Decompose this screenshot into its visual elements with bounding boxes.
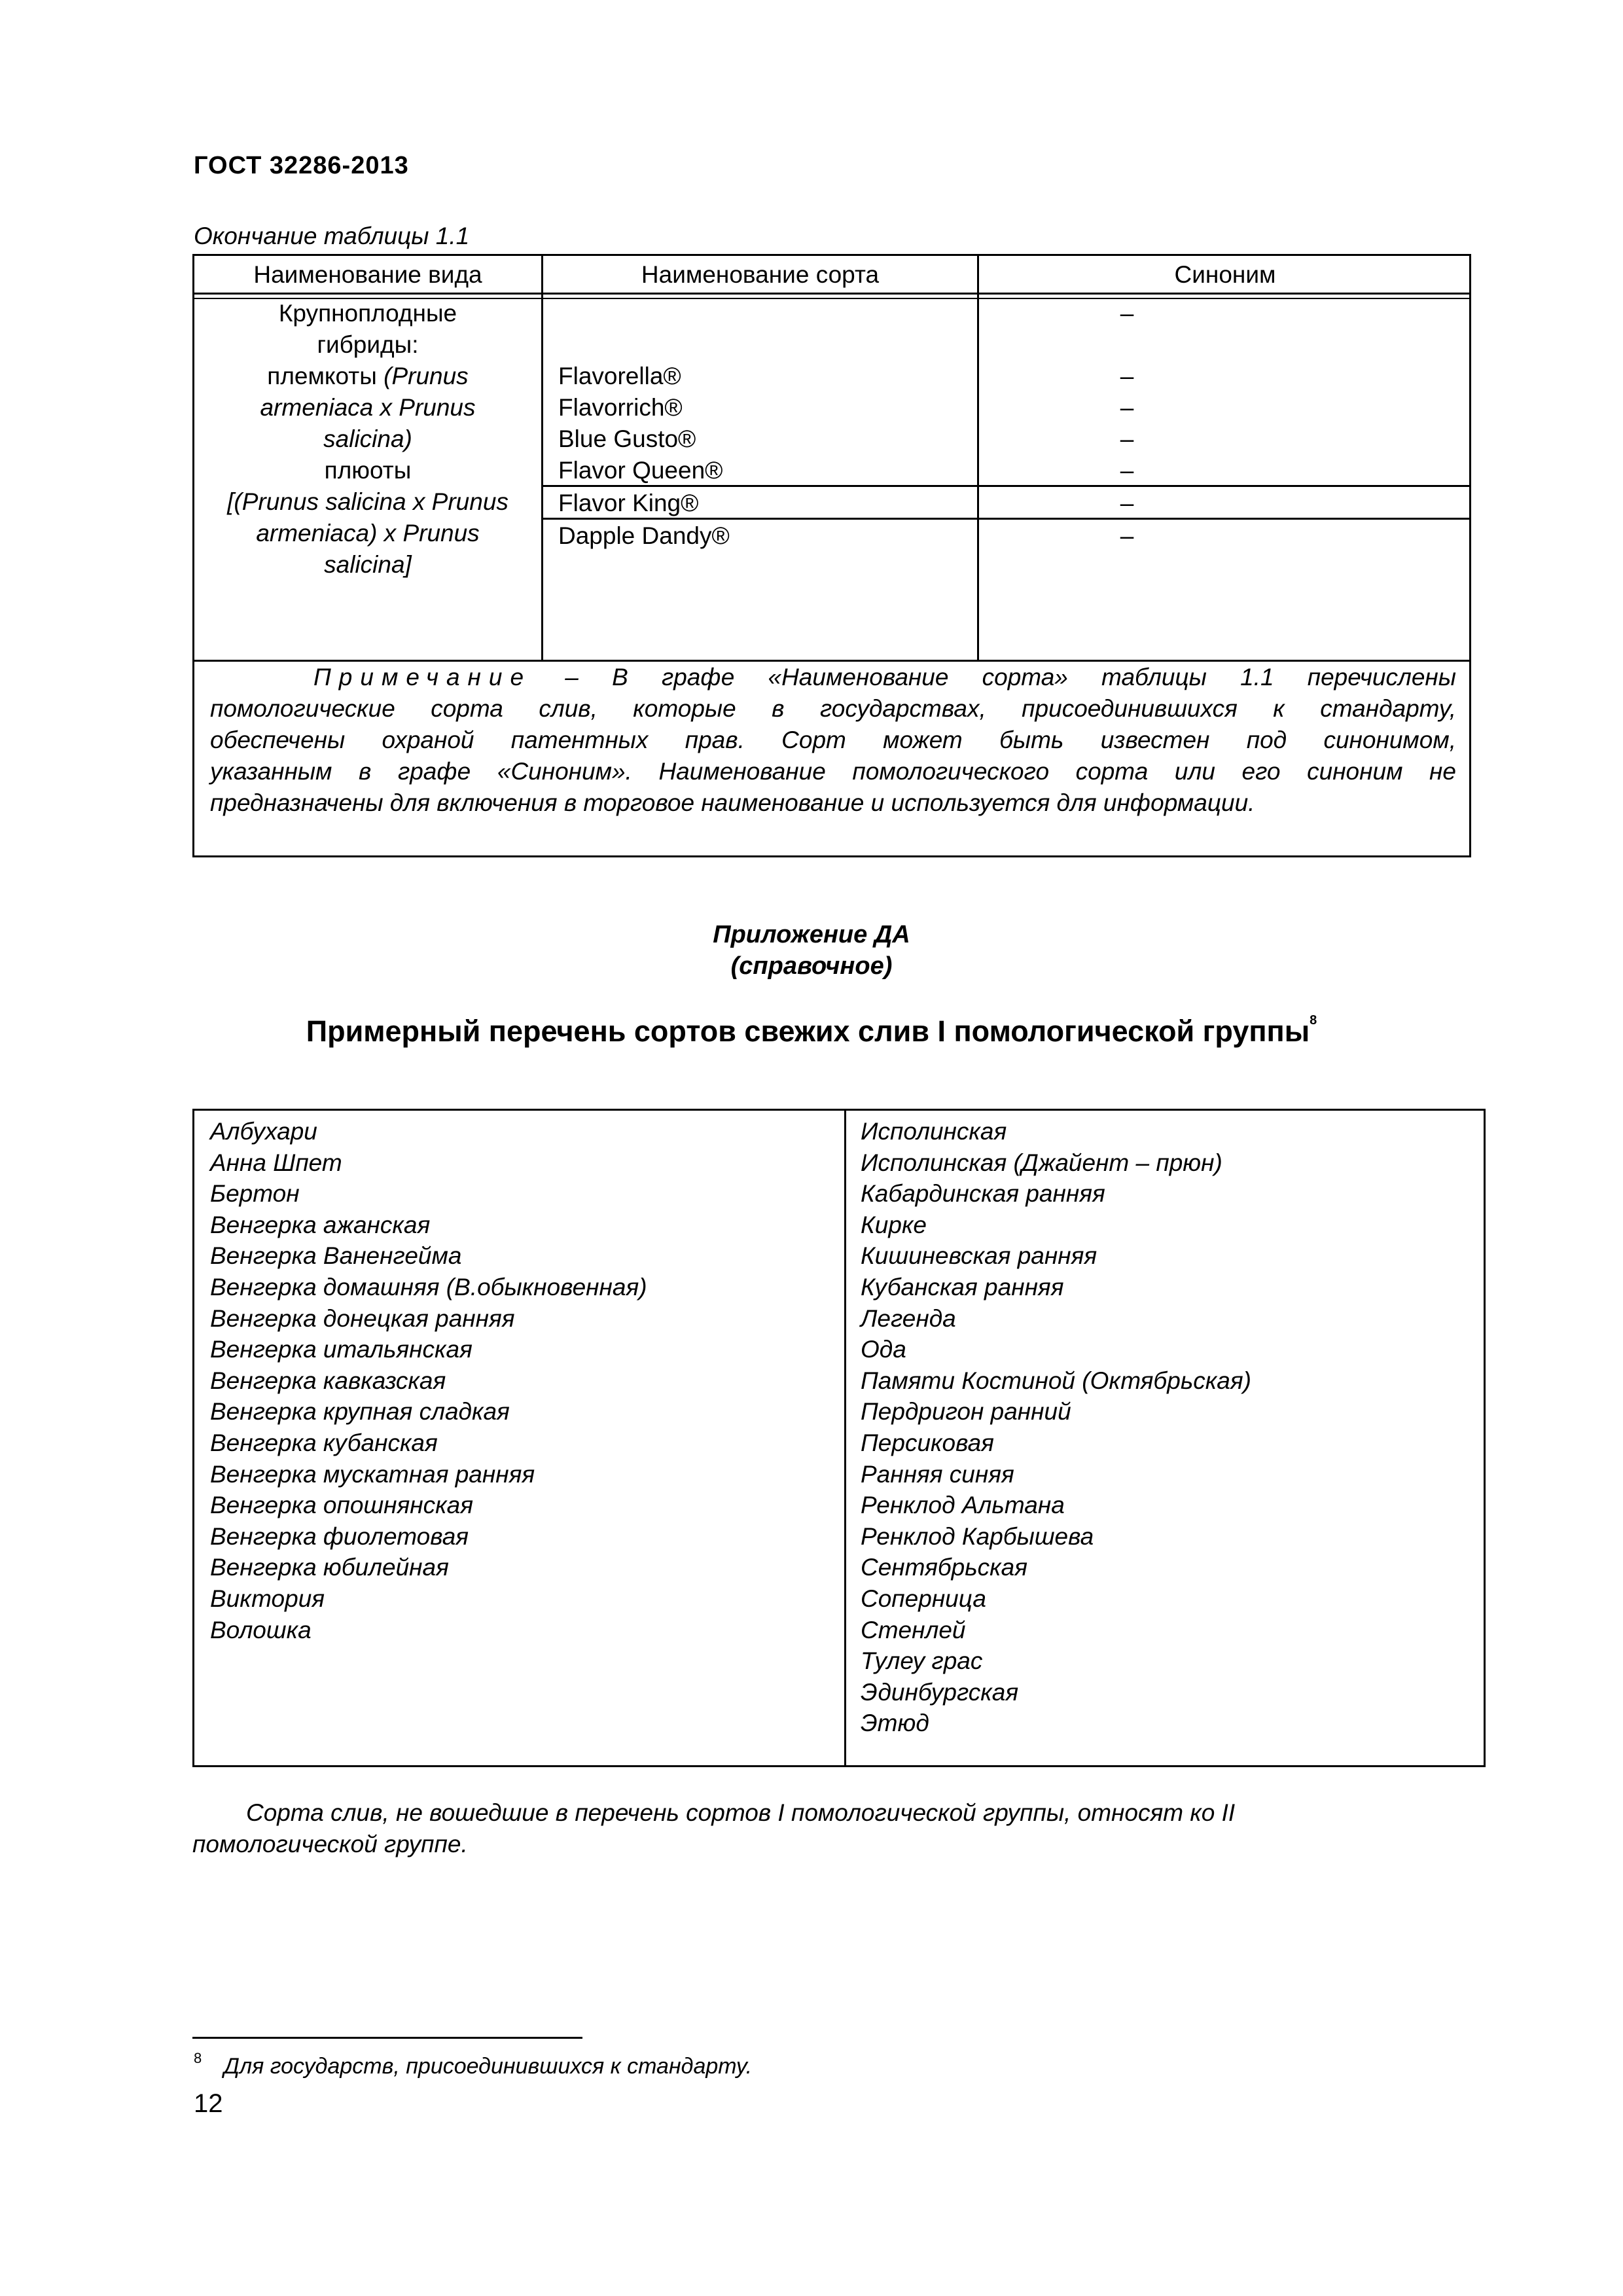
- variety-list-item: Венгерка Ваненгейма: [210, 1242, 462, 1270]
- variety-list-item: Венгерка итальянская: [210, 1336, 473, 1363]
- variety-list-item: Анна Шпет: [210, 1149, 342, 1176]
- footnote-text: Для государств, присоединившихся к стандарту.: [224, 2054, 753, 2079]
- variety-list-item: Ренклод Карбышева: [861, 1522, 1094, 1550]
- synonym-cell: [980, 298, 1274, 552]
- variety-list-item: Кирке: [861, 1211, 927, 1238]
- variety-list-item: Венгерка кавказская: [210, 1367, 446, 1394]
- species-line: [194, 361, 541, 392]
- species-latin-name: salicina): [323, 425, 412, 452]
- variety-list-item: Виктория: [210, 1585, 325, 1612]
- appendix-heading-text: Примерный перечень сортов свежих слив I помологической группы: [306, 1014, 1310, 1048]
- left-variety-column: [210, 1116, 647, 1645]
- variety-name: Flavor King®: [558, 490, 699, 516]
- variety-list-item: Стенлей: [861, 1616, 966, 1643]
- column-header-synonym: Синоним: [1174, 261, 1276, 288]
- footnote-separator: [192, 2037, 582, 2039]
- variety-name: Flavorrich®: [558, 394, 683, 421]
- species-line: [194, 423, 541, 455]
- variety-list-item: Пердригон ранний: [861, 1398, 1071, 1426]
- synonym-value: [980, 329, 1274, 361]
- species-line: гибриды:: [317, 331, 419, 358]
- variety-list-item: Персиковая: [861, 1429, 994, 1456]
- variety-list-item: Памяти Костиной (Октябрьская): [861, 1367, 1251, 1394]
- variety-list-item: Кубанская ранняя: [861, 1273, 1064, 1300]
- variety-list-item: Венгерка ажанская: [210, 1211, 431, 1238]
- variety-name: [558, 329, 730, 361]
- closing-paragraph: [192, 1797, 1370, 1860]
- synonym-value: –: [1120, 363, 1134, 389]
- variety-list-item: Кишиневская ранняя: [861, 1242, 1097, 1270]
- variety-list-item: Венгерка юбилейная: [210, 1554, 449, 1581]
- species-cell: [194, 298, 541, 581]
- species-line: [194, 549, 541, 581]
- species-line: [194, 486, 541, 518]
- appendix-subtitle: (справочное): [730, 952, 893, 980]
- column-divider: [541, 256, 543, 660]
- species-latin-name: salicina]: [324, 551, 412, 578]
- variety-name: [558, 298, 730, 329]
- variety-name: Flavorella®: [558, 363, 681, 389]
- synonym-value: –: [1120, 300, 1134, 327]
- variety-list-item: Ода: [861, 1336, 906, 1363]
- note-line: обеспечены охраной патентных прав. Сорт может быть известен под синонимом,: [210, 726, 1456, 753]
- variety-list-item: Венгерка фиолетовая: [210, 1522, 469, 1550]
- variety-list-item: Венгерка крупная сладкая: [210, 1398, 510, 1426]
- column-header-variety: Наименование сорта: [641, 261, 880, 288]
- species-line: плюоты: [324, 457, 412, 484]
- species-latin-name: armeniaca x Prunus: [260, 394, 476, 421]
- variety-list-item: Эдинбургская: [861, 1678, 1019, 1706]
- column-divider: [844, 1111, 846, 1765]
- appendix-heading: [0, 1013, 1623, 1049]
- table-note: [210, 662, 1456, 819]
- synonym-value: –: [1120, 490, 1134, 516]
- footnote-reference: 8: [1310, 1013, 1317, 1028]
- variety-list-table: [192, 1109, 1486, 1767]
- footnote-mark: 8: [194, 2050, 202, 2066]
- table-1-1: [192, 254, 1471, 857]
- note-line: помологические сорта слив, которые в государствах, присоединившихся к стандарту,: [210, 695, 1456, 722]
- species-latin-name: armeniaca) x Prunus: [256, 520, 480, 547]
- right-variety-column: [861, 1116, 1251, 1739]
- note-label: Примечание: [313, 664, 532, 691]
- variety-list-item: Исполинская (Джайент – прюн): [861, 1149, 1222, 1176]
- table-caption: Окончание таблицы 1.1: [194, 223, 470, 249]
- variety-list-item: Венгерка домашняя (В.обыкновенная): [210, 1273, 647, 1300]
- variety-list-item: Албухари: [210, 1118, 317, 1145]
- species-line-prefix: племкоты: [267, 363, 384, 389]
- variety-name: Flavor Queen®: [558, 457, 723, 484]
- document-code: ГОСТ 32286-2013: [194, 152, 409, 179]
- variety-list-item: Венгерка мускатная ранняя: [210, 1460, 535, 1488]
- variety-list-item: Венгерка опошнянская: [210, 1492, 473, 1519]
- species-line: [194, 392, 541, 423]
- variety-list-item: Ренклод Альтана: [861, 1492, 1065, 1519]
- variety-name: Dapple Dandy®: [558, 522, 730, 549]
- note-text: – В графе «Наименование сорта» таблицы 1.1 перечислены: [565, 664, 1457, 691]
- variety-list-item: Соперница: [861, 1585, 986, 1612]
- variety-list-item: Тулеу грас: [861, 1647, 983, 1675]
- variety-list-item: Сентябрьская: [861, 1554, 1027, 1581]
- variety-list-item: Ранняя синяя: [861, 1460, 1014, 1488]
- note-line: предназначены для включения в торговое наименование и используется для информации.: [210, 789, 1255, 816]
- variety-cell: [558, 298, 730, 552]
- synonym-value: –: [1120, 457, 1134, 484]
- variety-list-item: Этюд: [861, 1710, 929, 1737]
- variety-list-item: Бертон: [210, 1180, 300, 1208]
- variety-list-item: Исполинская: [861, 1118, 1007, 1145]
- note-line: указанным в графе «Синоним». Наименование помологического сорта или его синоним не: [210, 758, 1456, 785]
- header-divider: [194, 293, 1469, 295]
- variety-list-item: Волошка: [210, 1616, 312, 1643]
- variety-list-item: Кабардинская ранняя: [861, 1180, 1105, 1208]
- closing-paragraph-text: Сорта слив, не вошедшие в перечень сортов I помологической группы, относят ко II помологической группе.: [192, 1799, 1236, 1857]
- species-latin-name: (Prunus: [383, 363, 469, 389]
- species-line: [194, 518, 541, 549]
- synonym-value: –: [1120, 522, 1134, 549]
- species-latin-name: [(Prunus salicina x Prunus: [227, 488, 508, 515]
- column-divider: [977, 256, 979, 660]
- page-number: 12: [194, 2089, 223, 2118]
- column-header-species: Наименование вида: [253, 261, 482, 288]
- appendix-title: Приложение ДА: [713, 921, 910, 948]
- variety-list-item: Венгерка донецкая ранняя: [210, 1304, 515, 1332]
- species-line: Крупноплодные: [278, 300, 457, 327]
- variety-list-item: Легенда: [861, 1304, 956, 1332]
- note-line: [210, 662, 1456, 693]
- variety-list-item: Венгерка кубанская: [210, 1429, 438, 1456]
- variety-name: Blue Gusto®: [558, 425, 696, 452]
- synonym-value: –: [1120, 425, 1134, 452]
- synonym-value: –: [1120, 394, 1134, 421]
